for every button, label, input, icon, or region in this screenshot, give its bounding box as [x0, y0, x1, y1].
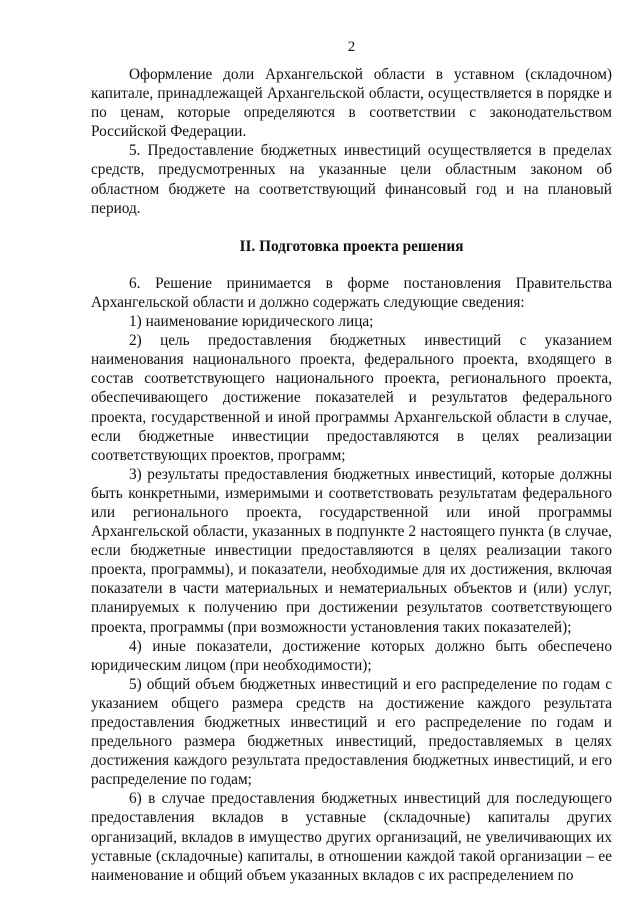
paragraph-item-6: 6. Решение принимается в форме постановления Правительства Архангельской области и должно содержать следующие сведения:	[91, 274, 612, 311]
paragraph-item-5: 5. Предоставление бюджетных инвестиций осуществляется в пределах средств, предусмотренных на указанные цели областным законом об областном бюджете на соответствующий финансовый год и на плановый период.	[91, 142, 612, 217]
subitem-4: 4) иные показатели, достижение которых должно быть обеспечено юридическим лицом (при необходимости);	[91, 637, 612, 674]
paragraph-share-registration: Оформление доли Архангельской области в уставном (складочном) капитале, принадлежащей Архангельской области, осуществляется в порядке и по ценам, которые определяются в соответствии с законодательством Российской Федерации.	[91, 66, 612, 141]
spacer	[91, 218, 612, 237]
section-heading: II. Подготовка проекта решения	[239, 237, 464, 255]
document-body	[91, 65, 612, 885]
subitem-6: 6) в случае предоставления бюджетных инвестиций для последующего предоставления вкладов в уставные (складочные) капиталы других организаций, вкладов в имущество других организаций, не увеличивающих их уставные (складочные) капиталы, в отношении каждой такой организации – ее наименование и общий объем указанных вкладов с их распределением по	[91, 790, 612, 884]
subitem-2: 2) цель предоставления бюджетных инвестиций с указанием наименования национального проекта, федерального проекта, входящего в состав соответствующего национального проекта, регионального проекта, обеспечивающего достижение показателей и результатов федерального проекта, государственной и иной программы Архангельской области в случае, если бюджетные инвестиции предоставляются в целях реализации соответствующих проектов, программ;	[91, 332, 612, 464]
page-number: 2	[347, 39, 356, 55]
subitem-1: 1) наименование юридического лица;	[129, 313, 374, 331]
spacer	[91, 256, 612, 274]
subitem-5: 5) общий объем бюджетных инвестиций и его распределение по годам с указанием общего размера средств на достижение каждого результата предоставления бюджетных инвестиций и его распределение по годам и предельного размера бюджетных инвестиций, предоставляемых в целях достижения каждого результата предоставления бюджетных инвестиций, и его распределение по годам;	[91, 675, 612, 789]
subitem-3: 3) результаты предоставления бюджетных инвестиций, которые должны быть конкретными, измеримыми и соответствовать результатам федерального или регионального проекта, государственной или иной программы Архангельской области, указанных в подпункте 2 настоящего пункта (в случае, если бюджетные инвестиции предоставляются в целях реализации такого проекта, программы), и показатели, необходимые для их достижения, включая показатели в части материальных и нематериальных объектов и (или) услуг, планируемых к получению при достижении результатов соответствующего проекта, программы (при возможности установления таких показателей);	[91, 465, 612, 636]
